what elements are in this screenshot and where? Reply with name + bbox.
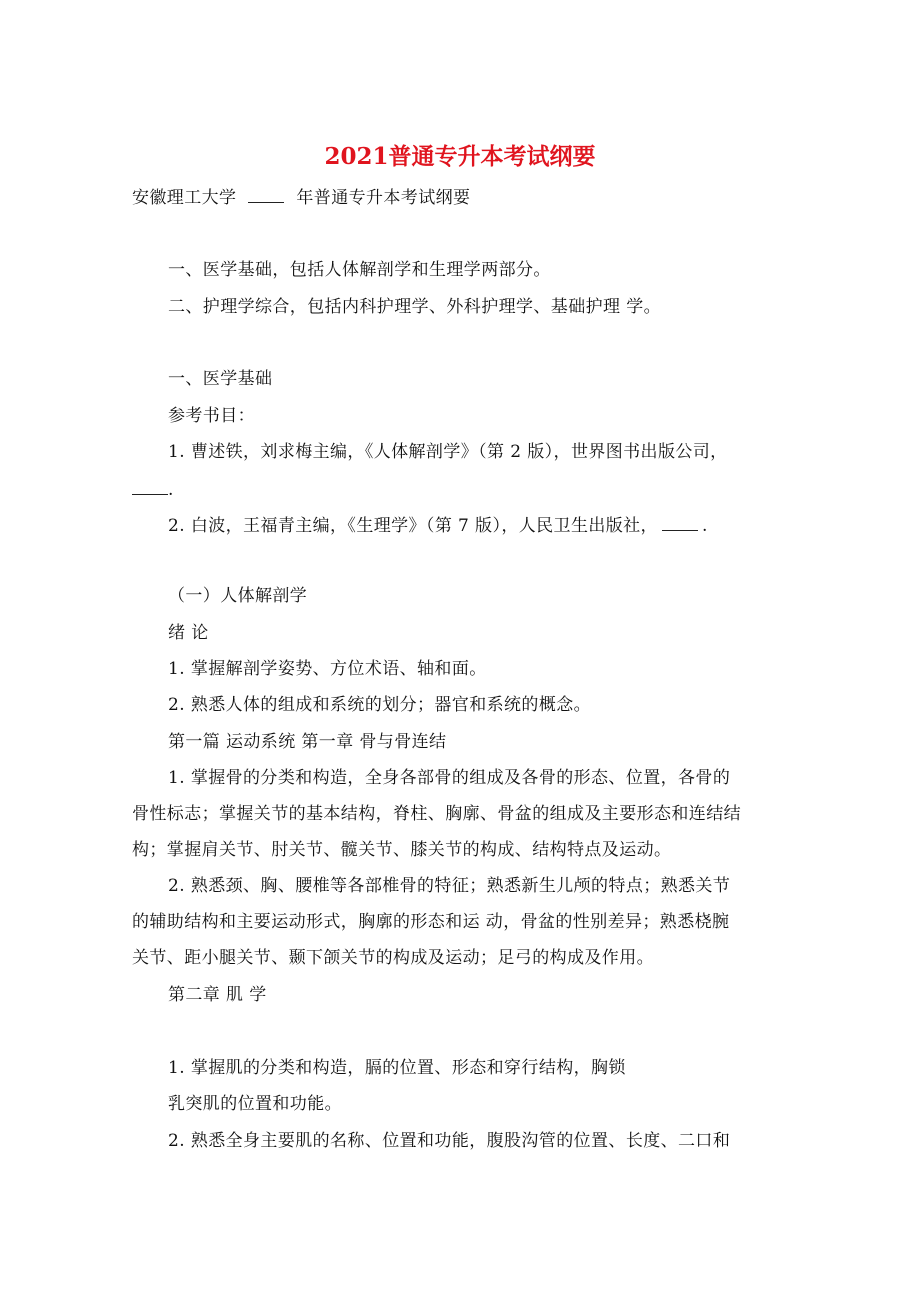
section-heading: （一）人体解剖学 bbox=[168, 586, 308, 606]
period: . bbox=[701, 516, 708, 536]
paragraph-line: 1. 掌握肌的分类和构造，膈的位置、形态和穿行结构，胸锁 bbox=[168, 1058, 626, 1078]
paragraph-line: 关节、距小腿关节、颞下颌关节的构成及运动；足弓的构成及作用。 bbox=[132, 948, 654, 968]
blank-underline bbox=[248, 188, 284, 203]
paragraph-line: 的辅助结构和主要运动形式，胸廓的形态和运 动，骨盆的性别差异；熟悉桡腕 bbox=[132, 912, 730, 932]
reference-item: 1. 曹述铁，刘求梅主编，《人体解剖学》（第 2 版），世界图书出版公司， bbox=[168, 442, 728, 462]
document-subtitle bbox=[132, 187, 470, 209]
reference-text: 2. 白波，王福青主编，《生理学》（第 7 版），人民卫生出版社， bbox=[168, 516, 658, 536]
reference-item bbox=[168, 515, 708, 537]
paragraph-line: 1. 掌握解剖学姿势、方位术语、轴和面。 bbox=[168, 659, 487, 679]
subtitle-university: 安徽理工大学 bbox=[132, 188, 237, 208]
blank-underline bbox=[662, 516, 698, 531]
period: . bbox=[168, 480, 174, 500]
paragraph-line: 1. 掌握骨的分类和构造，全身各部骨的组成及各骨的形态、位置，各骨的 bbox=[168, 768, 731, 788]
paragraph-line: 一、医学基础，包括人体解剖学和生理学两部分。 bbox=[168, 260, 551, 280]
paragraph-line: 2. 熟悉颈、胸、腰椎等各部椎骨的特征；熟悉新生儿颅的特点；熟悉关节 bbox=[168, 876, 731, 896]
subtitle-rest: 年普通专升本考试纲要 bbox=[296, 188, 471, 208]
section-heading: 一、医学基础 bbox=[168, 369, 273, 389]
paragraph-line: 2. 熟悉全身主要肌的名称、位置和功能，腹股沟管的位置、长度、二口和 bbox=[168, 1131, 731, 1151]
paragraph-line: 构；掌握肩关节、肘关节、髋关节、膝关节的构成、结构特点及运动。 bbox=[132, 840, 672, 860]
document-title: 2021普通专升本考试纲要 bbox=[324, 143, 596, 170]
paragraph-line: 参考书目： bbox=[168, 406, 255, 426]
chapter-heading: 第一篇 运动系统 第一章 骨与骨连结 bbox=[168, 732, 447, 752]
blank-underline bbox=[132, 480, 168, 495]
paragraph-line: 二、护理学综合，包括内科护理学、外科护理学、基础护理 学。 bbox=[168, 297, 662, 317]
chapter-heading: 第二章 肌 学 bbox=[168, 985, 267, 1005]
section-heading: 绪 论 bbox=[168, 623, 209, 643]
paragraph-line: 骨性标志；掌握关节的基本结构，脊柱、胸廓、骨盆的组成及主要形态和连结结 bbox=[132, 804, 741, 824]
reference-item-cont bbox=[132, 479, 174, 501]
paragraph-line: 乳突肌的位置和功能。 bbox=[168, 1094, 342, 1114]
paragraph-line: 2. 熟悉人体的组成和系统的划分；器官和系统的概念。 bbox=[168, 695, 592, 715]
